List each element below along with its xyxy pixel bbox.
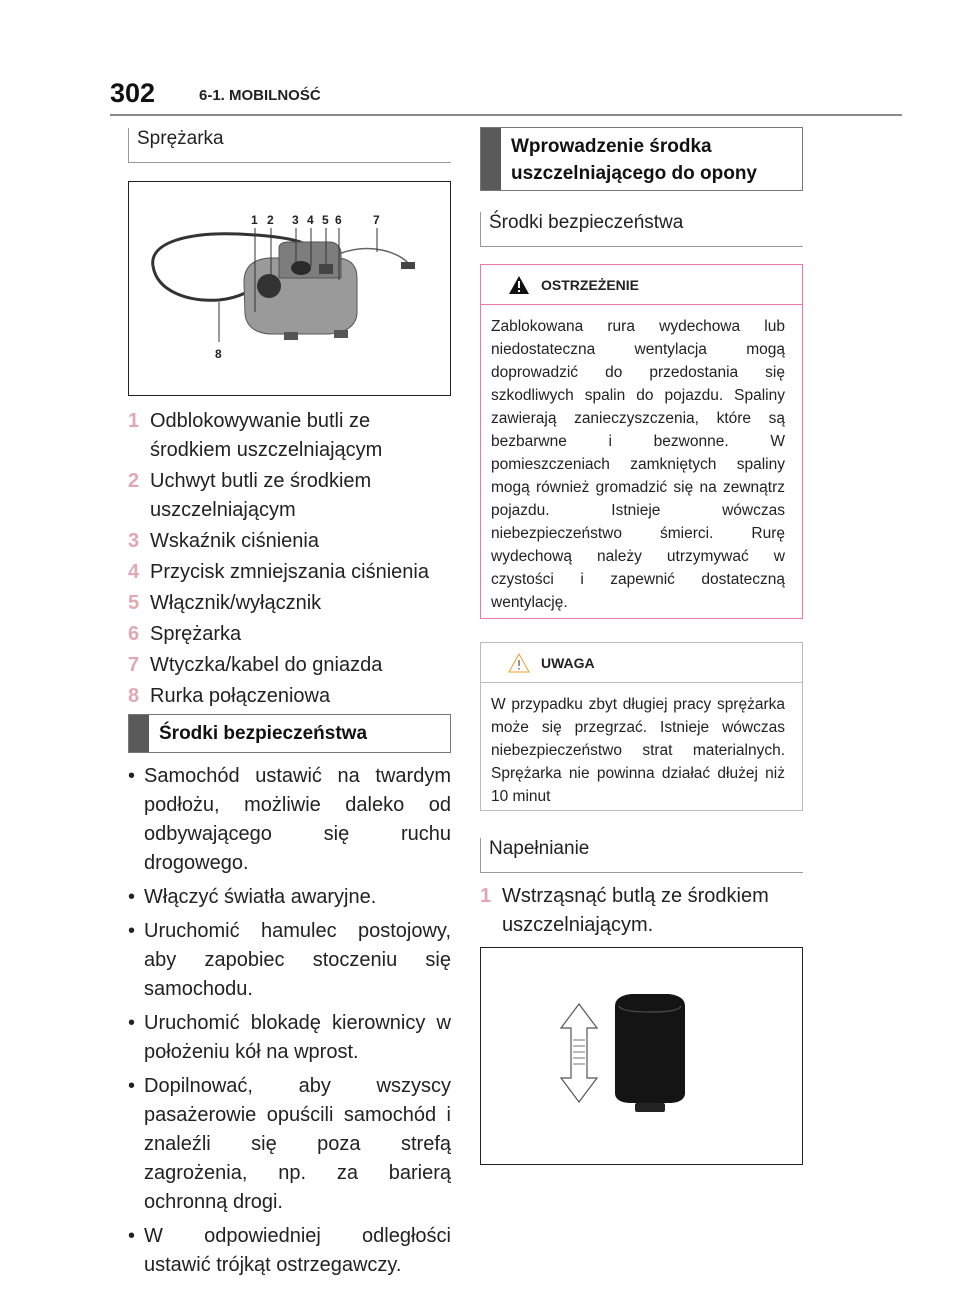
compressor-figure: [128, 181, 451, 396]
subhead-filling-text: Napełnianie: [489, 838, 590, 859]
callout-1: 1: [251, 213, 258, 227]
chapter-title: 6-1. MOBILNOŚĆ: [199, 87, 321, 104]
list-item: 4 Przycisk zmniejszania ciśnienia: [128, 561, 429, 583]
list-item: 8 Rurka połączeniowa: [128, 685, 331, 707]
parts-list: [128, 407, 451, 713]
warning-text: Zablokowana rura wydechowa lub niedostateczna wentylacja mogą doprowadzić do przedostania się szkodliwych spalin do pojazdu. Spaliny zawierają zanieczyszczenia, które są bezbarwne i bezwonne. W pomieszczeniach zamkniętych spaliny mogą również gromadzić się na zewnątrz pojazdu. Istnieje wówczas niebezpieczeństwo śmierci. Rurę wydechową należy utrzymywać w czystości i zapewnić dostateczną wentylację.: [491, 318, 785, 611]
list-item: • Samochód ustawić na twardym podłożu, możliwie daleko od odbywającego się ruchu drogowego.: [128, 762, 451, 878]
caution-box: [480, 642, 803, 811]
list-item: • Włączyć światła awaryjne.: [128, 883, 451, 912]
caution-title: UWAGA: [541, 655, 595, 671]
list-item: 3 Wskaźnik ciśnienia: [128, 530, 319, 552]
list-item: 2 Uchwyt butli ze środkiem uszczelniającym: [128, 470, 372, 521]
warning-title: OSTRZEŻENIE: [541, 277, 640, 293]
shake-bottle-figure: [480, 947, 803, 1165]
section-title: Wprowadzenie środka uszczelniającego do opony: [511, 136, 757, 184]
caution-header: [481, 643, 802, 683]
fill-steps: [480, 882, 803, 942]
warning-triangle-icon: [508, 275, 530, 295]
list-item: 1 Odblokowywanie butli ze środkiem uszczelniającym: [128, 410, 383, 461]
list-item: • Uruchomić hamulec postojowy, aby zapobiec stoczeniu się samochodu.: [128, 917, 451, 1004]
warning-box: [480, 264, 803, 619]
subhead-rule: [128, 162, 451, 163]
list-item: 5 Włącznik/wyłącznik: [128, 592, 322, 614]
caution-triangle-icon: [508, 653, 530, 673]
list-item: • Dopilnować, aby wszyscy pasażerowie opuścili samochód i znaleźli się poza strefą zagrożenia, np. za barierą ochronną drogi.: [128, 1072, 451, 1217]
callout-6: 6: [335, 213, 342, 227]
list-item: 7 Wtyczka/kabel do gniazda: [128, 654, 383, 676]
section-title: Środki bezpieczeństwa: [159, 723, 368, 744]
section-tab: [481, 128, 501, 190]
callout-4: 4: [307, 213, 314, 227]
subhead-rule: [480, 872, 803, 873]
subhead-rule: [480, 246, 803, 247]
subhead-compressor-text: Sprężarka: [137, 128, 224, 149]
callout-3: 3: [292, 213, 299, 227]
list-item: 6 Sprężarka: [128, 623, 242, 645]
subhead-compressor: [128, 128, 224, 162]
callout-7: 7: [373, 213, 380, 227]
subhead-safety: [480, 212, 683, 246]
page-number: 302: [110, 78, 156, 108]
shake-bottle-illustration: [481, 948, 802, 1164]
list-item: • W odpowiedniej odległości ustawić trójkąt ostrzegawczy.: [128, 1222, 451, 1280]
section-tab: [129, 715, 149, 752]
list-item: 1 Wstrząsnąć butlą ze środkiem uszczelniającym.: [480, 885, 769, 936]
subhead-safety-text: Środki bezpieczeństwa: [489, 212, 684, 233]
warning-header: [481, 265, 802, 305]
callout-5: 5: [322, 213, 329, 227]
header-rule: [110, 114, 902, 116]
list-item: • Uruchomić blokadę kierownicy w położeniu kół na wprost.: [128, 1009, 451, 1067]
section-sealant: [480, 127, 803, 191]
callout-2: 2: [267, 213, 274, 227]
compressor-illustration: [129, 182, 450, 395]
section-safety-left: [128, 714, 451, 753]
subhead-filling: [480, 838, 589, 872]
caution-text: W przypadku zbyt długiej pracy sprężarka może się przegrzać. Istnieje wówczas niebezpieczeństwo strat materialnych. Sprężarka nie powinna działać dłużej niż 10 minut: [491, 696, 785, 805]
callout-8: 8: [215, 347, 222, 361]
safety-bullets: [128, 762, 451, 1285]
